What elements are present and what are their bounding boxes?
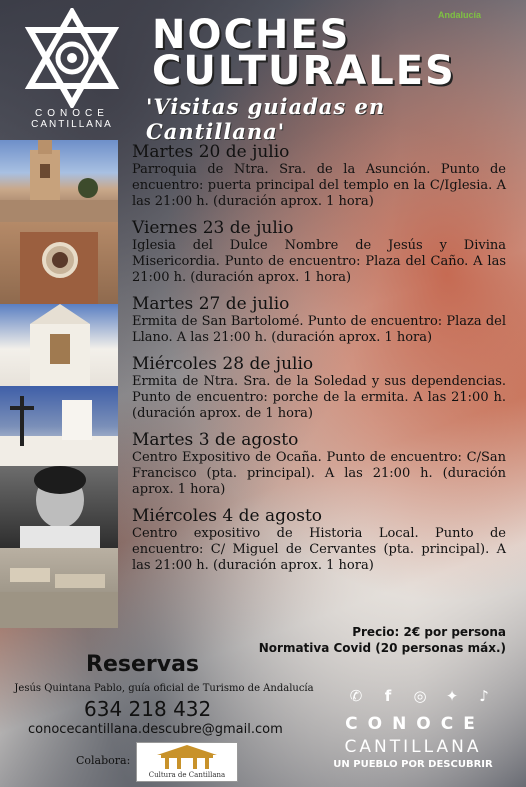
event-item — [132, 430, 506, 498]
photo-cross-chapel — [0, 386, 118, 466]
photo-column — [0, 140, 118, 628]
tiktok-icon[interactable]: ♪ — [479, 687, 489, 705]
event-description: Ermita de San Bartolomé. Punto de encuentro: Plaza del Llano. A las 21:00 h. (duración aprox. 1 hora) — [132, 314, 506, 345]
event-date: Martes 27 de julio — [132, 294, 290, 314]
title-line-1: NOCHES — [152, 12, 351, 58]
logo-word-cantillana: CANTILLANA — [31, 119, 113, 130]
event-item — [132, 218, 506, 286]
photo-portrait-man — [0, 466, 118, 548]
reservations-title: Reservas — [86, 652, 200, 677]
photo-church-tower — [0, 140, 118, 222]
event-description: Parroquia de Ntra. Sra. de la Asunción. Punto de encuentro: puerta principal del templo en la C/Iglesia. A las 21:00 h. (duración aprox. 1 hora) — [132, 162, 506, 209]
building-icon — [137, 743, 237, 771]
event-description: Ermita de Ntra. Sra. de la Soledad y sus dependencias. Punto de encuentro: porche de la ermita. A las 21:00 h. (duración aprox. de 1 hora) — [132, 374, 506, 421]
social-icons — [344, 684, 496, 710]
event-item — [132, 142, 506, 210]
collaborator-name: Cultura de Cantillana — [148, 771, 226, 779]
event-date: Martes 3 de agosto — [132, 430, 299, 450]
event-description: Centro expositivo de Historia Local. Punto de encuentro: C/ Miguel de Cervantes (pta. principal). A las 21:00 h. (duración aprox. 1 hora) — [132, 526, 506, 573]
star-logo-icon — [22, 8, 122, 108]
guide-name: Jesús Quintana Pablo, guía oficial de Turismo de Andalucía — [14, 683, 314, 694]
collaborator-logo — [136, 742, 238, 782]
event-description: Iglesia del Dulce Nombre de Jesús y Divina Misericordia. Punto de encuentro: Plaza del Caño. A las 21:00 h. (duración aprox. 1 hora) — [132, 238, 506, 285]
event-date: Miércoles 4 de agosto — [132, 506, 323, 526]
photo-hermitage-belfry — [0, 304, 118, 386]
event-date: Martes 20 de julio — [132, 142, 290, 162]
logo-word-conoce: CONOCE — [35, 108, 109, 119]
brand-cantillana: CANTILLANA — [344, 737, 482, 757]
photo-church-facade — [0, 222, 118, 304]
brand-tagline: UN PUEBLO POR DESCUBRIR — [333, 759, 493, 770]
price-info: Precio: 2€ por persona — [352, 625, 506, 639]
phone-number[interactable]: 634 218 432 — [84, 697, 212, 721]
collaborates-label: Colabora: — [76, 754, 131, 767]
events-list — [132, 142, 506, 582]
whatsapp-icon[interactable]: ✆ — [349, 687, 363, 705]
photo-stone-ruins — [0, 548, 118, 628]
facebook-icon[interactable]: f — [384, 687, 392, 705]
twitter-icon[interactable]: ✦ — [445, 687, 459, 705]
email-address[interactable]: conocecantillana.descubre@gmail.com — [28, 722, 283, 737]
subtitle: 'Visitas guiadas en Cantillana' — [146, 94, 386, 144]
brand-conoce: CONOCE — [345, 714, 485, 734]
instagram-icon[interactable]: ◎ — [413, 687, 427, 705]
andalucia-mark: Andalucía — [438, 10, 482, 20]
event-description: Centro Expositivo de Ocaña. Punto de encuentro: C/San Francisco (pta. principal). A las 21:00 h. (duración aprox. 1 hora) — [132, 450, 506, 497]
header — [0, 0, 526, 144]
covid-info: Normativa Covid (20 personas máx.) — [258, 641, 506, 655]
event-item — [132, 294, 506, 346]
event-item — [132, 506, 506, 574]
title-line-2: CULTURALES — [152, 48, 456, 94]
event-date: Viernes 23 de julio — [132, 218, 294, 238]
event-item — [132, 354, 506, 422]
event-date: Miércoles 28 de julio — [132, 354, 314, 374]
